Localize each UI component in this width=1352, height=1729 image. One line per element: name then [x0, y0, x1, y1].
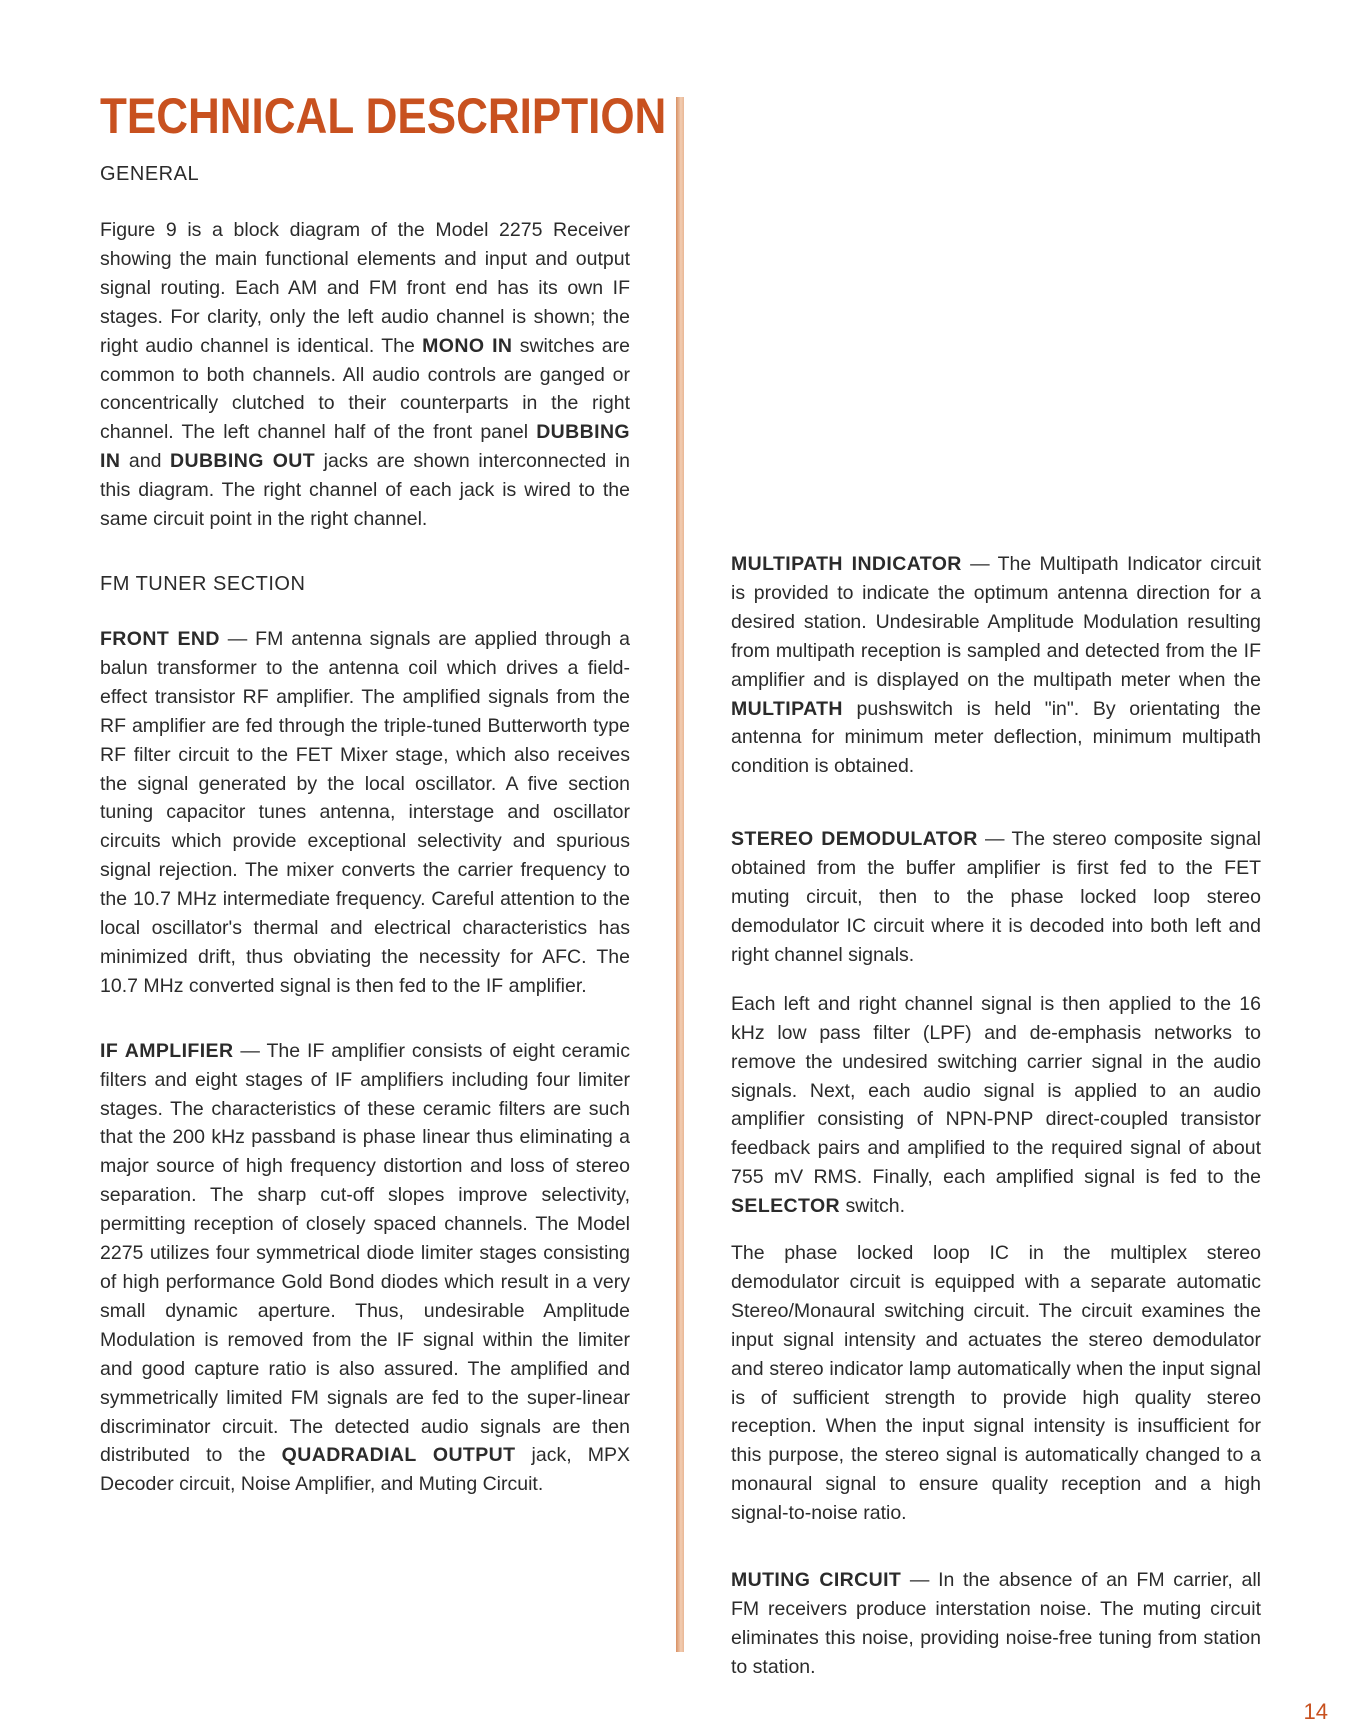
text-run: switch.: [840, 1195, 906, 1218]
subheading-if-amplifier: IF AMPLIFIER: [100, 1039, 234, 1062]
keyword-multipath: MULTIPATH: [731, 697, 843, 720]
stereo-demodulator-paragraph: [731, 825, 1261, 970]
text-run: —: [977, 828, 1012, 851]
text-run: pushswitch is held "in". By orientating the antenna for minimum meter deflection, minimum multipath condition is obtained.: [731, 697, 1261, 778]
page-number: 14: [1303, 1699, 1328, 1724]
text-run: —: [901, 1569, 939, 1592]
text-run: Figure 9 is a block diagram of the Model 2275 Receiver showing the main functional elements and input and output signal routing. Each AM and FM front end has its own IF stages. For clarity, only the left audio channel is shown; the right audio channel is identical. The: [100, 219, 630, 357]
keyword-quadradial-output: QUADRADIAL OUTPUT: [281, 1444, 516, 1467]
subheading-muting-circuit: MUTING CIRCUIT: [731, 1569, 902, 1592]
if-amplifier-paragraph: [100, 1037, 630, 1500]
keyword-mono-in: MONO IN: [422, 334, 513, 357]
column-divider-rule: [676, 97, 684, 1652]
subheading-front-end: FRONT END: [100, 627, 220, 650]
keyword-dubbing-in: DUBBING IN: [100, 421, 630, 473]
text-run: switches are common to both channels. All audio controls are ganged or concentrically clutched to their counterparts in the right channel. The left channel half of the front panel: [100, 334, 630, 444]
text-run: —: [233, 1039, 267, 1062]
lpf-paragraph: [731, 990, 1261, 1221]
text-run: FM antenna signals are applied through a balun transformer to the antenna coil which drives a field-effect transistor RF amplifier. The amplified signals from the RF amplifier are fed through the triple-tuned Butterworth type RF filter circuit to the FET Mixer stage, which also receives the signal generated by the local oscillator. A five section tuning capacitor tunes antenna, interstage and oscillator circuits which provide exceptional selectivity and spurious signal rejection. The mixer converts the carrier frequency to the 10.7 MHz intermediate frequency. Careful attention to the local oscillator's thermal and electrical characteristics has minimized drift, thus obviating the necessity for AFC. The 10.7 MHz converted signal is then fed to the IF amplifier.: [100, 627, 631, 997]
left-column: [100, 160, 630, 1499]
text-run: The stereo composite signal obtained from the buffer amplifier is first fed to the FET muting circuit, then to the phase locked loop stereo demodulator IC circuit where it is decoded into both left and right channel signals.: [731, 828, 1262, 966]
text-run: The IF amplifier consists of eight ceramic filters and eight stages of IF amplifiers including four limiter stages. The characteristics of these ceramic filters are such that the 200 kHz passband is phase linear thus eliminating a major source of high frequency distortion and loss of stereo separation. The sharp cut-off slopes improve selectivity, permitting reception of closely spaced channels. The Model 2275 utilizes four symmetrical diode limiter stages consisting of high performance Gold Bond diodes which result in a very small dynamic aperture. Thus, undesirable Amplitude Modulation is removed from the IF signal within the limiter and good capture ratio is also assured. The amplified and symmetrically limited FM signals are fed to the super-linear discriminator circuit. The detected audio signals are then distributed to the: [100, 1039, 631, 1467]
continued-text-spacer: [731, 88, 1261, 520]
text-run: The Multipath Indicator circuit is provided to indicate the optimum antenna direction for a desired station. Undesirable Amplitude Modulation resulting from multipath reception is sampled and detected from the IF amplifier and is displayed on the multipath meter when the: [731, 553, 1261, 691]
multipath-paragraph: [731, 550, 1261, 781]
text-run: —: [219, 627, 256, 650]
subheading-multipath-indicator: MULTIPATH INDICATOR: [731, 553, 962, 575]
keyword-dubbing-out: DUBBING OUT: [169, 450, 316, 473]
text-run: jacks are shown interconnected in this diagram. The right channel of each jack is wired to the same circuit point in the right channel.: [100, 450, 630, 531]
text-run: jack, MPX Decoder circuit, Noise Amplifier, and Muting Circuit.: [100, 1444, 631, 1496]
section-heading-fm-tuner: FM TUNER SECTION: [100, 572, 306, 595]
general-paragraph: [100, 216, 630, 534]
text-run: and: [120, 450, 170, 473]
right-column: [731, 88, 1261, 1682]
pll-paragraph: The phase locked loop IC in the multiplex stereo demodulator circuit is equipped with a separate automatic Stereo/Monaural switching circuit. The circuit examines the input signal intensity and actuates the stereo demodulator and stereo indicator lamp automatically when the input signal is of sufficient strength to provide high quality stereo reception. When the input signal intensity is insufficient for this purpose, the stereo signal is automatically changed to a monaural signal to ensure quality reception and a high signal-to-noise ratio.: [731, 1242, 1261, 1525]
text-run: Each left and right channel signal is then applied to the 16 kHz low pass filter (LPF) and de-emphasis networks to remove the undesired switching carrier signal in the audio signals. Next, each audio signal is applied to an audio amplifier consisting of NPN-PNP direct-coupled transistor feedback pairs and amplified to the required signal of about 755 mV RMS. Finally, each amplified signal is fed to the: [731, 992, 1261, 1189]
keyword-selector: SELECTOR: [731, 1195, 841, 1218]
section-heading-general: GENERAL: [100, 163, 200, 185]
page-title: TECHNICAL DESCRIPTION: [100, 88, 667, 144]
subheading-stereo-demodulator: STEREO DEMODULATOR: [731, 828, 978, 851]
text-run: In the absence of an FM carrier, all FM receivers produce interstation noise. The muting circuit eliminates this noise, providing noise-free tuning from station to station.: [731, 1569, 1262, 1678]
muting-paragraph: [731, 1566, 1261, 1682]
text-run: —: [961, 553, 998, 575]
front-end-paragraph: [100, 625, 630, 1001]
